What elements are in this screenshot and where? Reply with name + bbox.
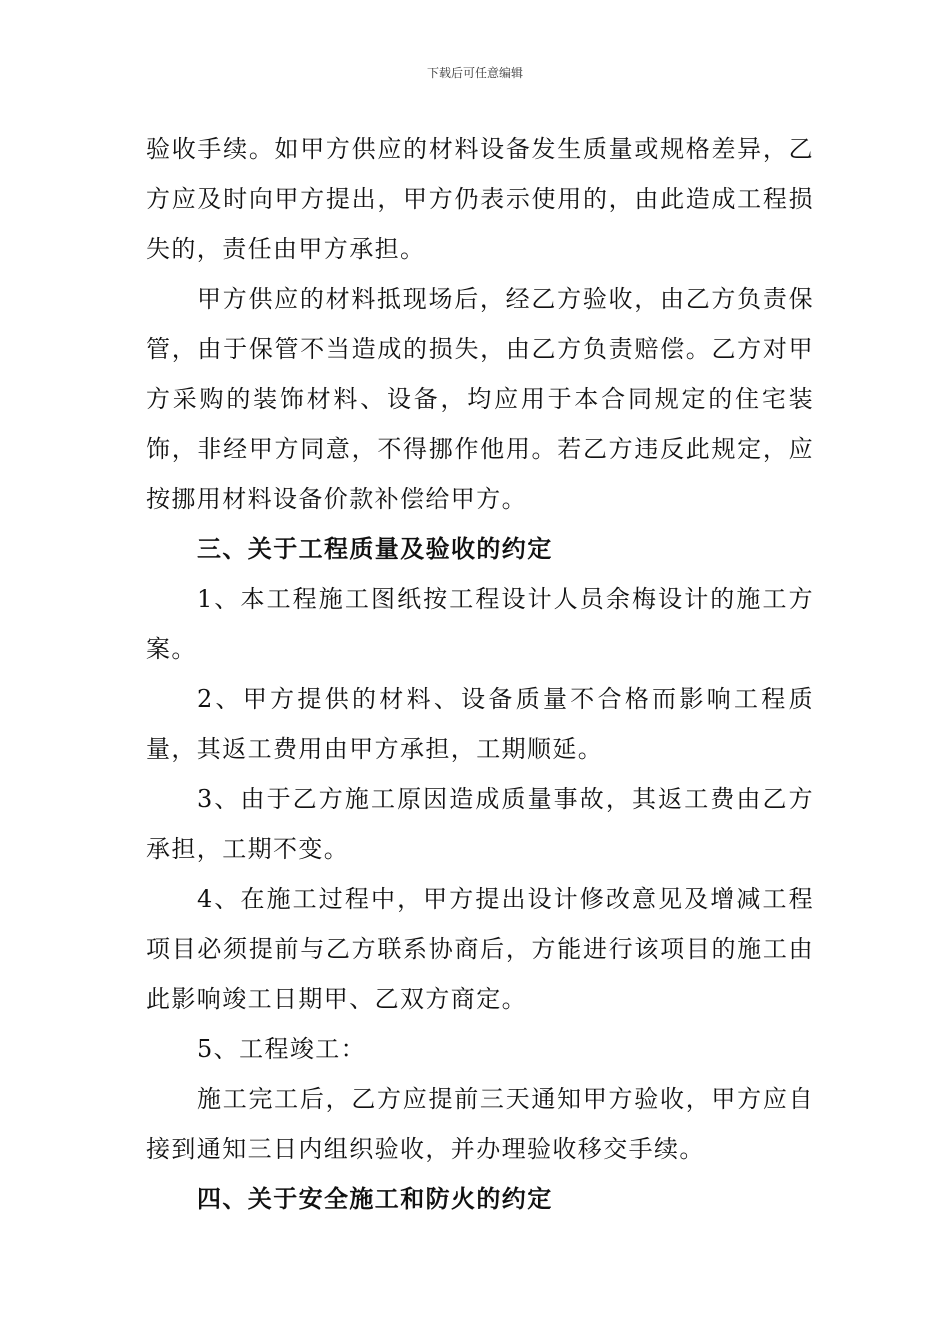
paragraph-acceptance-procedures: 验收手续。如甲方供应的材料设备发生质量或规格差异，乙方应及时向甲方提出，甲方仍表示使用的，由此造成工程损失的，责任由甲方承担。: [146, 135, 814, 263]
paragraph-completion-acceptance: 施工完工后，乙方应提前三天通知甲方验收，甲方应自接到通知三日内组织验收，并办理验收移交手续。: [146, 1085, 814, 1163]
section-heading-safety-fire: 四、关于安全施工和防火的约定: [197, 1184, 553, 1213]
page-header-note: 下载后可任意编辑: [426, 66, 523, 80]
paragraph-material-custody: 甲方供应的材料抵现场后，经乙方验收，由乙方负责保管，由于保管不当造成的损失，由乙方负责赔偿。乙方对甲方采购的装饰材料、设备，均应用于本合同规定的住宅装饰，非经甲方同意，不得挪作他用。若乙方违反此规定，应按挪用材料设备价款补偿给甲方。: [146, 285, 814, 513]
clause-4-design-changes: 4、在施工过程中，甲方提出设计修改意见及增减工程项目必须提前与乙方联系协商后，方能进行该项目的施工由此影响竣工日期甲、乙双方商定。: [146, 885, 814, 1013]
clause-2-materials-quality: 2、甲方提供的材料、设备质量不合格而影响工程质量，其返工费用由甲方承担，工期顺延。: [146, 685, 814, 763]
clause-3-construction-accident: 3、由于乙方施工原因造成质量事故，其返工费由乙方承担，工期不变。: [146, 785, 814, 863]
clause-1-drawings: 1、本工程施工图纸按工程设计人员余梅设计的施工方案。: [146, 585, 814, 663]
section-heading-quality-acceptance: 三、关于工程质量及验收的约定: [197, 534, 553, 563]
clause-5-completion: 5、工程竣工：: [197, 1035, 367, 1063]
document-body: [146, 124, 814, 1224]
